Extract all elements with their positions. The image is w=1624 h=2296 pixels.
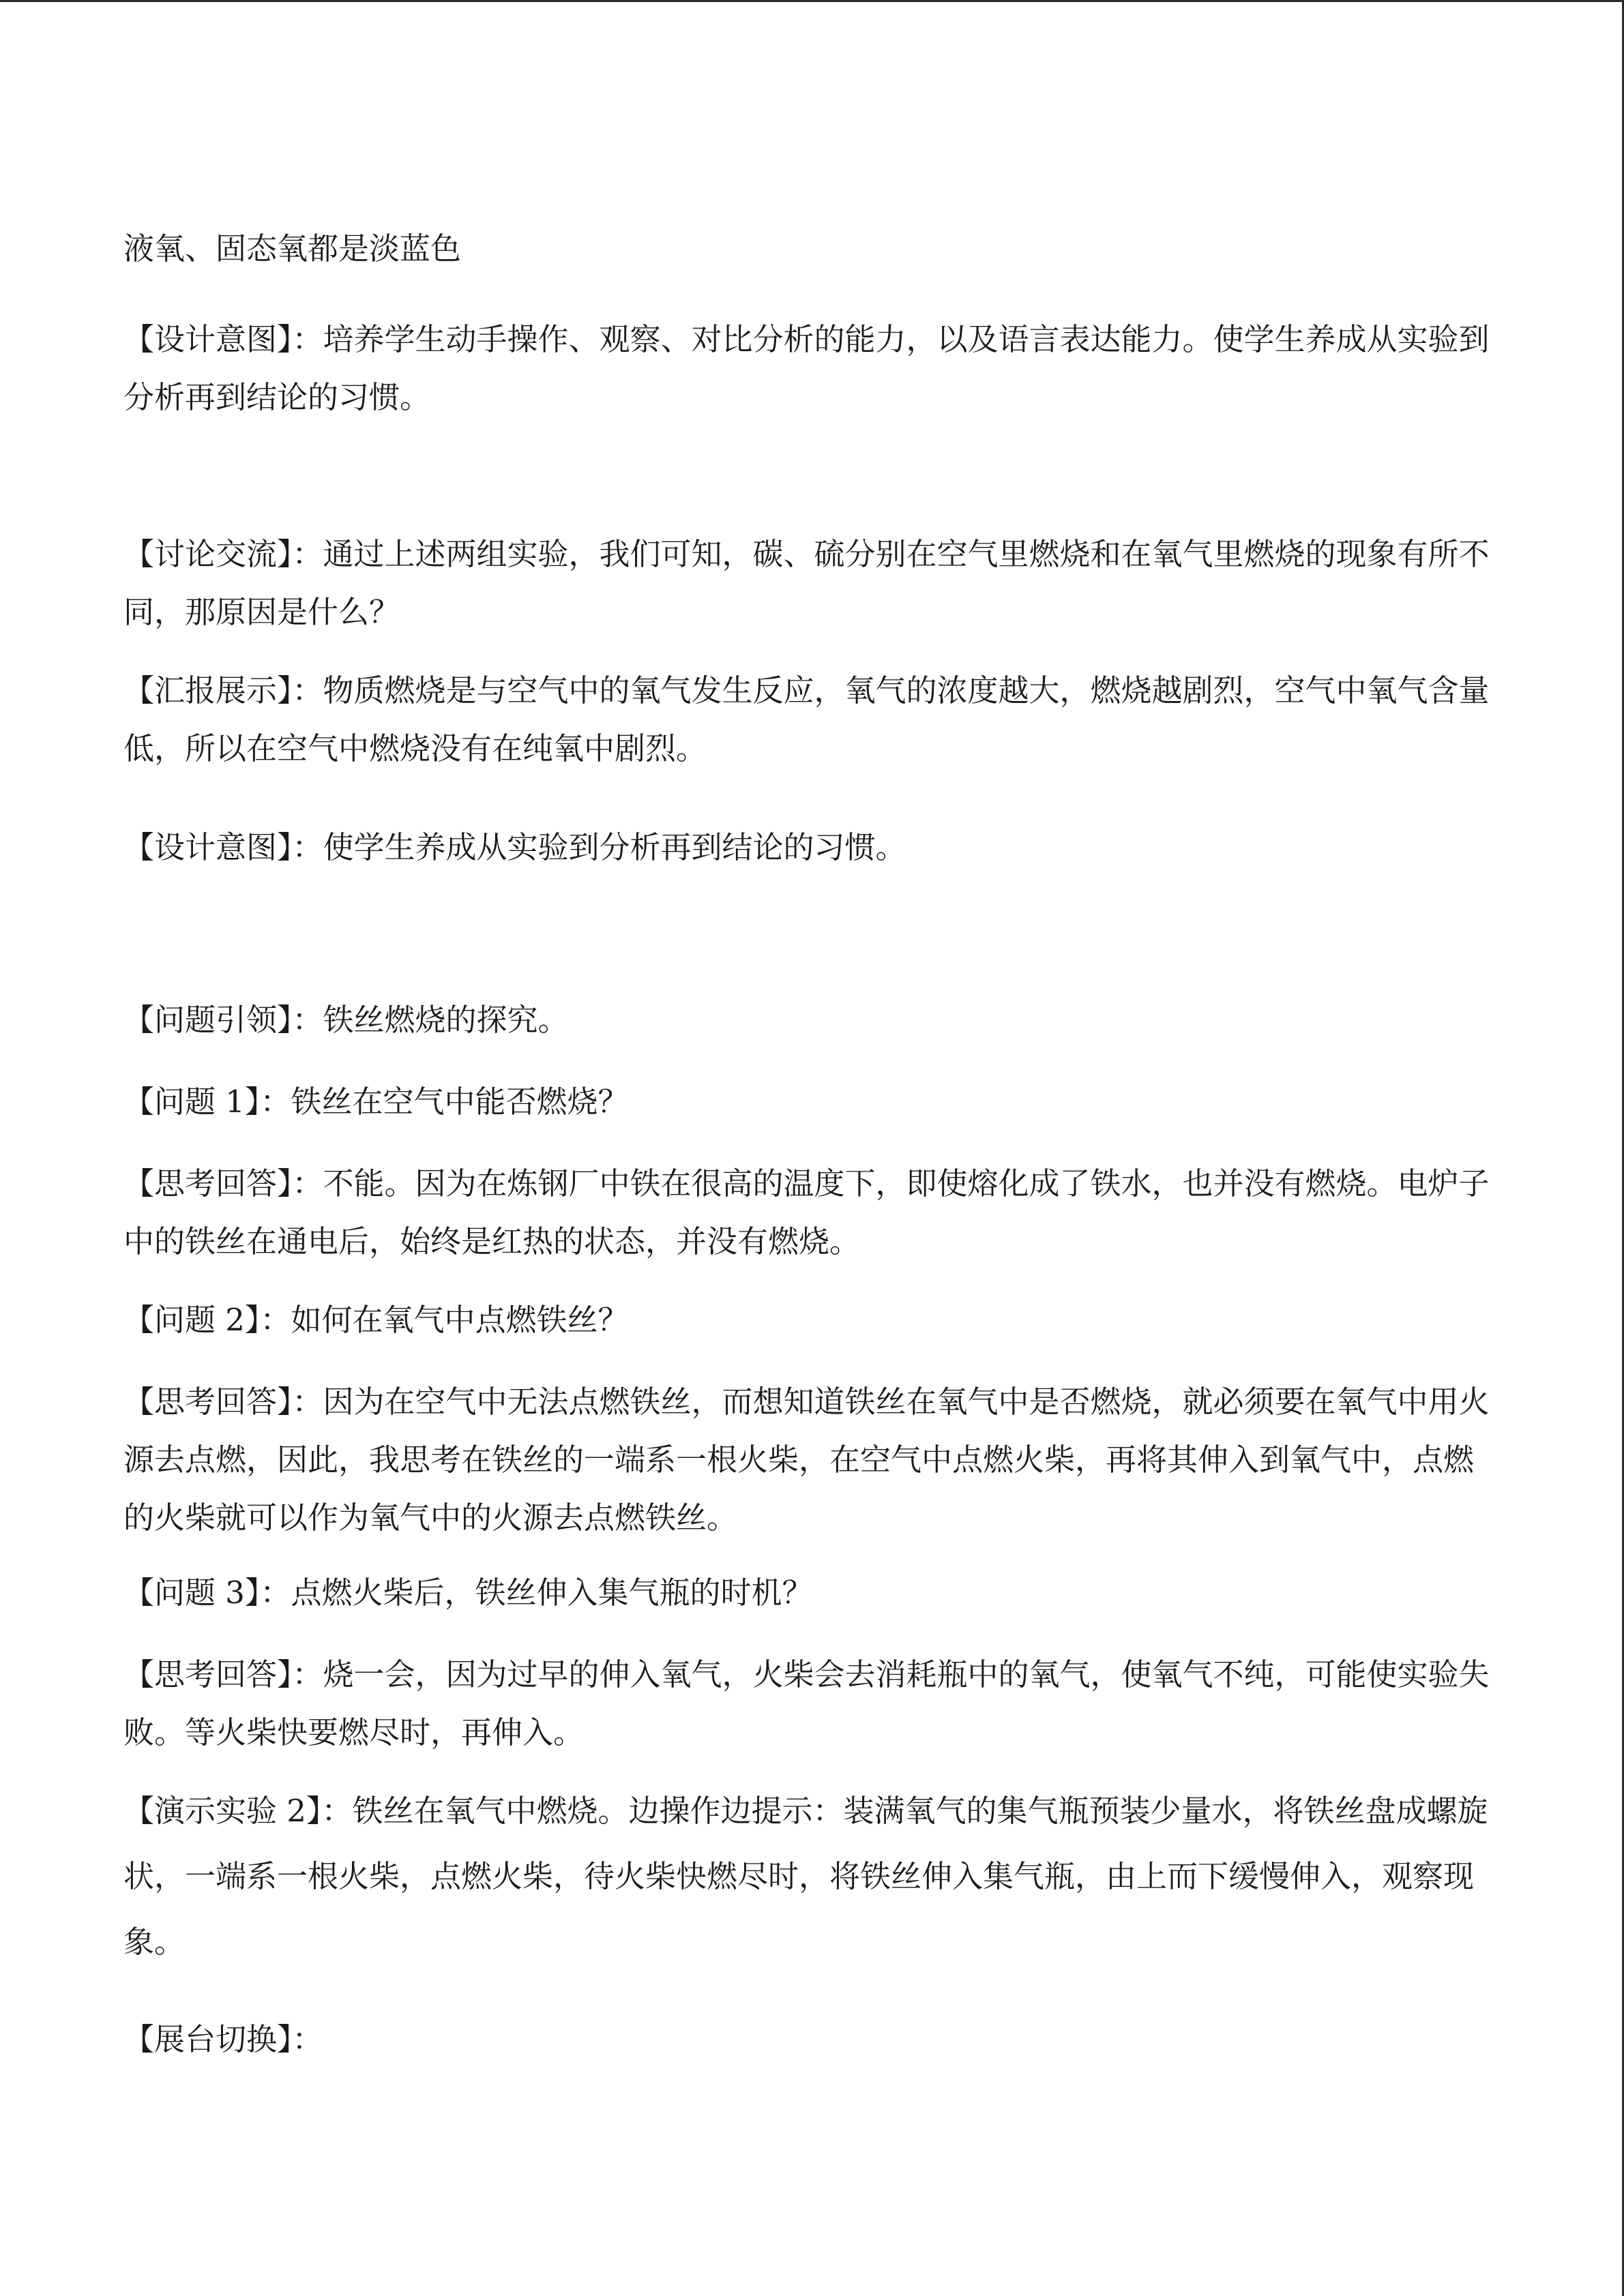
section-tag: 【问题 3】 bbox=[123, 1575, 261, 1611]
tag-colon: ： bbox=[292, 1656, 323, 1693]
paragraph-answer-3 bbox=[123, 1645, 1501, 1761]
paragraph-text: 点燃火柴后，铁丝伸入集气瓶的时机？ bbox=[291, 1575, 813, 1611]
tag-colon: ： bbox=[292, 536, 323, 572]
tag-colon: ： bbox=[292, 2021, 323, 2057]
paragraph-text: 培养学生动手操作、观察、对比分析的能力，以及语言表达能力。使学生养成从实验到分析再到结论的习惯。 bbox=[123, 321, 1490, 415]
paragraph-display-switch bbox=[123, 2010, 1501, 2068]
section-tag: 【展台切换】 bbox=[123, 2021, 293, 2057]
section-tag: 【思考回答】 bbox=[123, 1656, 293, 1693]
section-tag: 【问题 1】 bbox=[123, 1084, 261, 1120]
paragraph-design-intent-2 bbox=[123, 818, 1501, 876]
paragraph-oxygen-color bbox=[123, 220, 1501, 278]
paragraph-text: 因为在空气中无法点燃铁丝，而想知道铁丝在氧气中是否燃烧，就必须要在氧气中用火源去点燃，因此，我思考在铁丝的一端系一根火柴，在空气中点燃火柴，再将其伸入到氧气中，点燃的火柴就可以作为氧气中的火源去点燃铁丝。 bbox=[123, 1384, 1490, 1536]
paragraph-answer-1 bbox=[123, 1154, 1501, 1270]
paragraph-design-intent-1 bbox=[123, 310, 1501, 426]
paragraph-text: 如何在氧气中点燃铁丝？ bbox=[291, 1302, 629, 1338]
section-tag: 【设计意图】 bbox=[123, 321, 293, 357]
paragraph-question-3 bbox=[123, 1564, 1501, 1622]
section-tag: 【讨论交流】 bbox=[123, 536, 293, 572]
paragraph-text: 铁丝在空气中能否燃烧？ bbox=[291, 1084, 629, 1120]
tag-colon: ： bbox=[260, 1302, 291, 1338]
paragraph-text: 不能。因为在炼钢厂中铁在很高的温度下，即使熔化成了铁水，也并没有燃烧。电炉子中的铁丝在通电后，始终是红热的状态，并没有燃烧。 bbox=[123, 1165, 1490, 1259]
tag-colon: ： bbox=[292, 1384, 323, 1420]
paragraph-question-lead bbox=[123, 991, 1501, 1049]
tag-colon: ： bbox=[292, 672, 323, 709]
paragraph-text: 液氧、固态氧都是淡蓝色 bbox=[123, 230, 462, 267]
tag-colon: ： bbox=[260, 1084, 291, 1120]
paragraph-demo-experiment-2 bbox=[123, 1778, 1501, 1975]
tag-colon: ： bbox=[292, 321, 323, 357]
paragraph-text: 物质燃烧是与空气中的氧气发生反应，氧气的浓度越大，燃烧越剧烈，空气中氧气含量低，所以在空气中燃烧没有在纯氧中剧烈。 bbox=[123, 672, 1490, 766]
section-tag: 【问题 2】 bbox=[123, 1302, 261, 1338]
tag-colon: ： bbox=[292, 1165, 323, 1202]
paragraph-text: 通过上述两组实验，我们可知，碳、硫分别在空气里燃烧和在氧气里燃烧的现象有所不同，那原因是什么？ bbox=[123, 536, 1490, 630]
page-top-border bbox=[0, 0, 1624, 2]
paragraph-text: 烧一会，因为过早的伸入氧气，火柴会去消耗瓶中的氧气，使氧气不纯，可能使实验失败。等火柴快要燃尽时，再伸入。 bbox=[123, 1656, 1490, 1750]
paragraph-discussion bbox=[123, 525, 1501, 641]
paragraph-answer-2 bbox=[123, 1373, 1501, 1547]
paragraph-text: 铁丝在氧气中燃烧。边操作边提示：装满氧气的集气瓶预装少量水，将铁丝盘成螺旋状，一端系一根火柴，点燃火柴，待火柴快燃尽时，将铁丝伸入集气瓶，由上而下缓慢伸入，观察现象。 bbox=[123, 1793, 1488, 1960]
paragraph-text: 使学生养成从实验到分析再到结论的习惯。 bbox=[323, 829, 906, 865]
tag-colon: ： bbox=[292, 829, 323, 865]
section-tag: 【思考回答】 bbox=[123, 1384, 293, 1420]
section-tag: 【思考回答】 bbox=[123, 1165, 293, 1202]
section-tag: 【设计意图】 bbox=[123, 829, 293, 865]
section-tag: 【演示实验 2】 bbox=[123, 1793, 322, 1829]
paragraph-text: 铁丝燃烧的探究。 bbox=[323, 1002, 569, 1038]
section-tag: 【问题引领】 bbox=[123, 1002, 293, 1038]
paragraph-report bbox=[123, 661, 1501, 777]
tag-colon: ： bbox=[292, 1002, 323, 1038]
paragraph-question-2 bbox=[123, 1291, 1501, 1349]
tag-colon: ： bbox=[260, 1575, 291, 1611]
tag-colon: ： bbox=[321, 1793, 353, 1829]
section-tag: 【汇报展示】 bbox=[123, 672, 293, 709]
paragraph-question-1 bbox=[123, 1073, 1501, 1131]
